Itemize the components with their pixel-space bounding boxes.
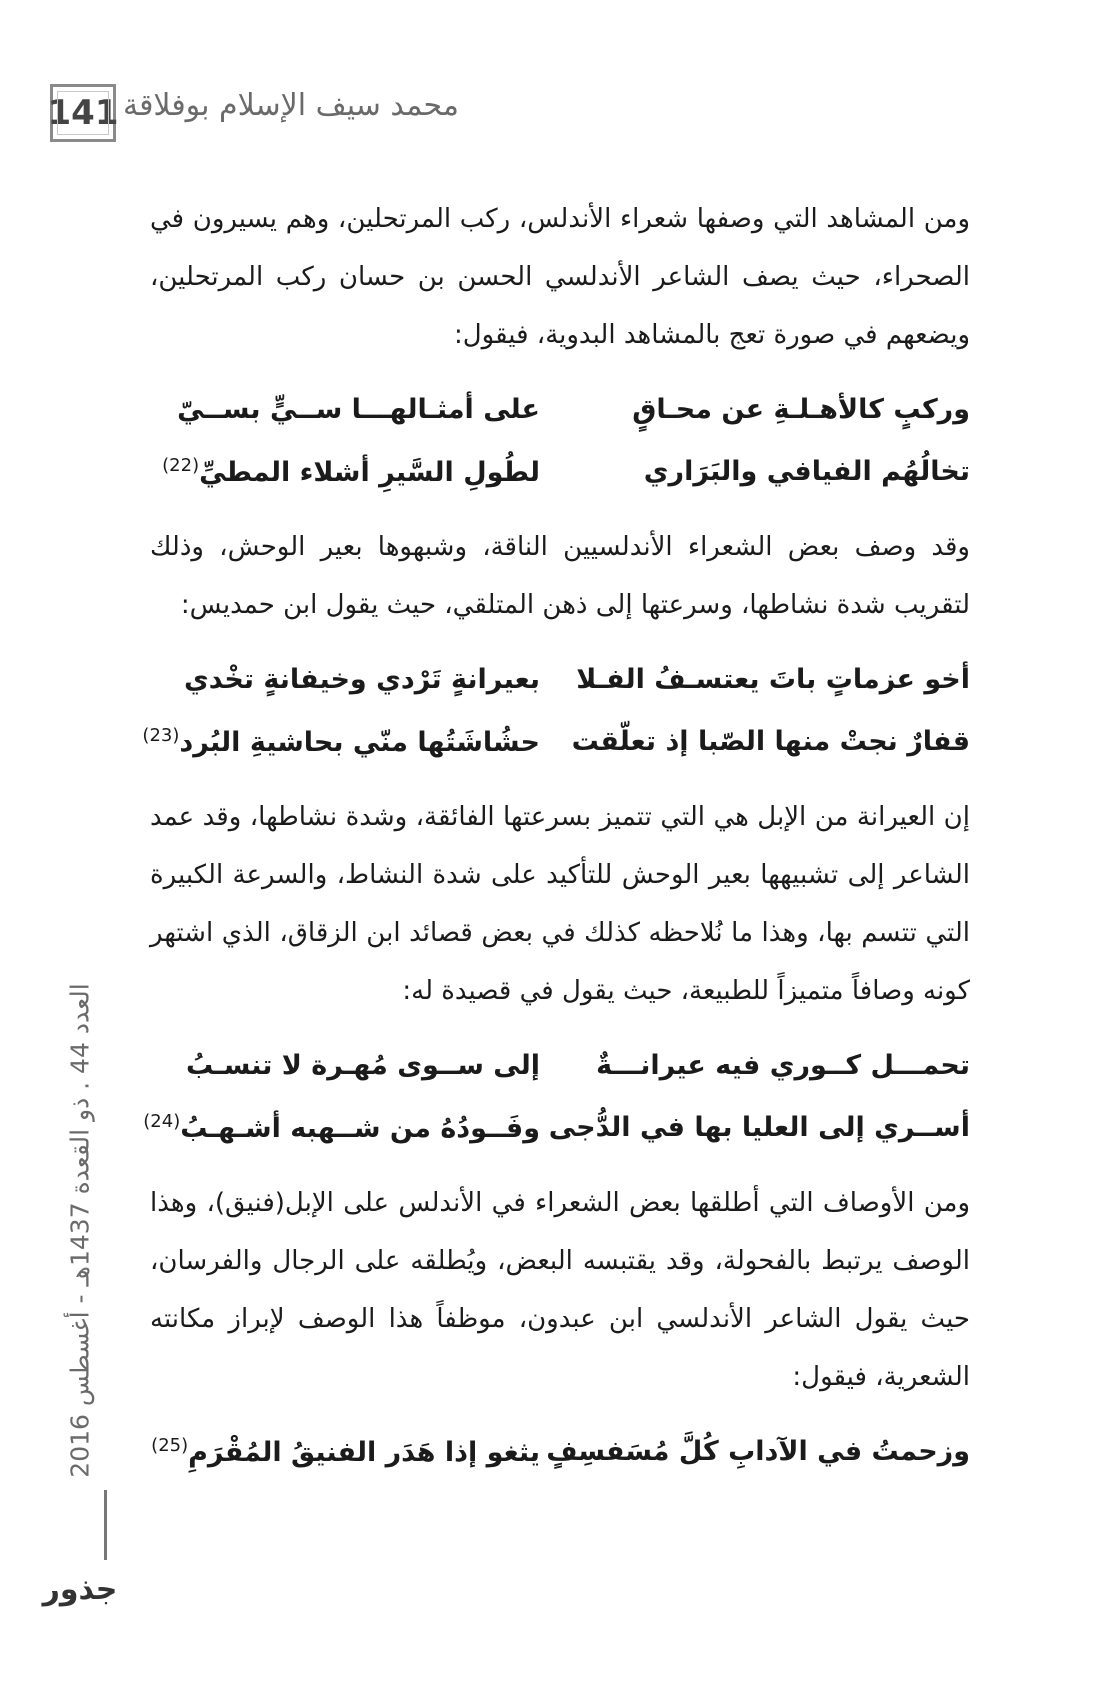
verse-hemistich-second: إلى ســوى مُهـرة لا تنسـبُ <box>185 1049 540 1081</box>
verse-block-2 <box>142 648 970 772</box>
verse-hemistich-first: وركبٍ كالأهـلـةِ عن محـاقٍ <box>632 393 970 425</box>
verse-block-3 <box>143 1034 970 1158</box>
verse-line <box>142 710 970 772</box>
verse-line <box>143 1096 970 1158</box>
sidebar-divider <box>104 1490 107 1560</box>
footnote-ref: (24) <box>143 1110 181 1132</box>
running-header-author: محمد سيف الإسلام بوفلاقة <box>123 88 459 123</box>
issue-info: العدد 44 . ذو القعدة 1437هـ - أغسطس 2016 <box>65 982 95 1478</box>
verse-text: يثغو إذا هَدَر الفنيقُ المُقْرَمِ <box>188 1436 540 1468</box>
verse-block-4 <box>150 1420 970 1482</box>
verse-hemistich-first: قفارٌ نجتْ منها الصّبا إذ تعلّقت <box>571 725 970 757</box>
verse-line <box>150 648 970 710</box>
verse-line <box>150 1420 970 1482</box>
page-number-box <box>47 84 119 142</box>
verse-hemistich-second <box>143 1110 540 1144</box>
verse-hemistich-first: تخالُهُم الفيافي والبَرَاري <box>643 455 970 487</box>
verse-block-1 <box>150 378 970 502</box>
footnote-ref: (22) <box>162 454 200 476</box>
paragraph-2: وقد وصف بعض الشعراء الأندلسيين الناقة، وشبهوها بعير الوحش، وذلك لتقريب شدة نشاطها، وسرعتها إلى ذهن المتلقي، حيث يقول ابن حمديس: <box>150 532 970 620</box>
verse-hemistich-second <box>150 1435 540 1468</box>
page-number-frame <box>57 91 109 135</box>
verse-hemistich-first: وزحمتُ في الآدابِ كُلَّ مُسَفسِفٍ <box>546 1435 970 1467</box>
footnote-ref: (23) <box>142 724 180 746</box>
verse-hemistich-first: تحمـــل كــوري فيه عيرانـــةٌ <box>596 1049 970 1081</box>
verse-line <box>150 440 970 502</box>
verse-hemistich-second <box>142 724 540 758</box>
verse-line <box>150 378 970 440</box>
footnote-ref: (25) <box>151 1434 189 1456</box>
page-number: 141 <box>47 93 119 133</box>
verse-hemistich-second: بعيرانةٍ تَرْدي وخيفانةٍ تخْدي <box>184 663 540 695</box>
verse-hemistich-second <box>150 455 540 488</box>
paragraph-4: ومن الأوصاف التي أطلقها بعض الشعراء في الأندلس على الإبل(فنيق)، وهذا الوصف يرتبط بالفحولة، وقد يقتبسه البعض، ويُطلقه على الرجال والفرسان، حيث يقول الشاعر الأندلسي ابن عبدون، موظفاً هذا الوصف لإبراز مكانته الشعرية، فيقول: <box>150 1188 970 1392</box>
verse-line <box>150 1034 970 1096</box>
article-body <box>142 190 970 1498</box>
verse-text: حشُاشَتُها منّي بحاشيةِ البُرد <box>179 726 540 758</box>
verse-text: لطُولِ السَّيرِ أشلاء المطيِّ <box>199 456 540 488</box>
paragraph-3: إن العيرانة من الإبل هي التي تتميز بسرعتها الفائقة، وشدة نشاطها، وقد عمد الشاعر إلى تشبيهها بعير الوحش للتأكيد على شدة النشاط، والسرعة الكبيرة التي تتسم بها، وهذا ما نُلاحظه كذلك في بعض قصائد ابن الزقاق، الذي اشتهر كونه وصافاً متميزاً للطبيعة، حيث يقول في قصيدة له: <box>150 802 970 1006</box>
verse-hemistich-first: أســري إلى العليا بها في الدُّجى <box>548 1111 970 1143</box>
paragraph-1: ومن المشاهد التي وصفها شعراء الأندلس، ركب المرتحلين، وهم يسيرون في الصحراء، حيث يصف الشاعر الأندلسي الحسن بن حسان ركب المرتحلين، ويضعهم في صورة تعج بالمشاهد البدوية، فيقول: <box>150 204 970 350</box>
journal-logo: جذور <box>42 1572 118 1607</box>
verse-text: وفَــودُهُ من شــهبه أشـهـبُ <box>180 1112 540 1144</box>
verse-hemistich-second: على أمثـالهـــا ســيٍّ بســيّ <box>177 393 540 425</box>
verse-hemistich-first: أخو عزماتٍ باتَ يعتسـفُ الفـلا <box>576 663 970 695</box>
issue-sidebar <box>50 982 110 1478</box>
